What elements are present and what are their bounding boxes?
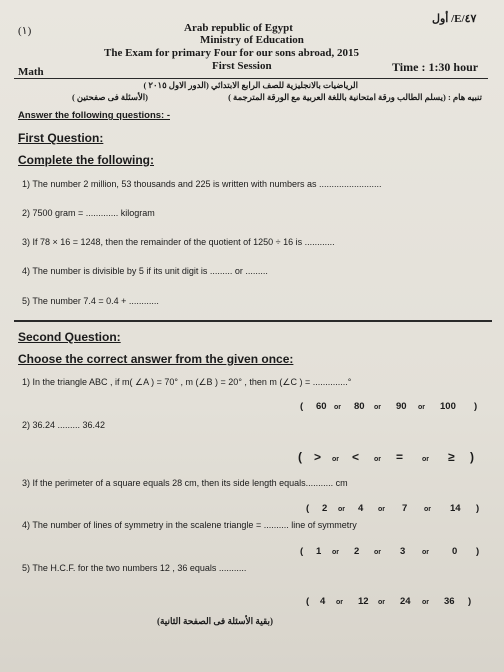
first-question-subtitle: Complete the following: [18, 153, 154, 167]
or-word: or [424, 506, 431, 513]
or-word: or [378, 599, 385, 606]
page-number: (١) [18, 25, 32, 37]
choice: 14 [450, 503, 461, 514]
or-word: or [374, 404, 381, 411]
q2-item-4: 4) The number of lines of symmetry in the scalene triangle = .......... line of symmetry [22, 520, 357, 530]
q2-item-1-choices [300, 401, 477, 412]
header-divider [14, 78, 488, 79]
q2-item-5: 5) The H.C.F. for the two numbers 12 , 36 equals ........... [22, 563, 247, 573]
arabic-title: الرياضيات بالانجليزية للصف الرابع الابتدائي (الدور الاول ٢٠١٥ ) [143, 80, 358, 90]
q2-item-2: 2) 36.24 ......... 36.42 [22, 420, 106, 430]
choice: 12 [358, 596, 369, 607]
footer-note: (بقية الأسئلة فى الصفحة الثانية) [156, 616, 274, 626]
choice: 24 [400, 596, 411, 607]
paren-close: ) [474, 401, 478, 412]
choice: 80 [354, 401, 365, 412]
choice: 7 [402, 503, 408, 514]
paren-close: ) [470, 450, 474, 464]
or-word: or [422, 549, 429, 556]
or-word: or [334, 404, 341, 411]
choice: > [314, 450, 322, 464]
paren-close: ) [468, 596, 472, 607]
or-word: or [332, 549, 339, 556]
paren-open: ( [306, 596, 310, 607]
first-question-title: First Question: [18, 131, 104, 145]
exam-code: ٤٧/E/ أول [432, 13, 477, 25]
choice: 4 [358, 503, 364, 514]
second-question-title: Second Question: [18, 330, 121, 344]
or-word: or [374, 549, 381, 556]
second-question-subtitle: Choose the correct answer from the given once: [18, 352, 294, 366]
country-name: Arab republic of Egypt [184, 22, 293, 34]
q2-item-3-choices [306, 503, 479, 514]
q1-item-3: 3) If 78 × 16 = 1248, then the remainder of the quotient of 1250 ÷ 16 is ............ [22, 237, 335, 247]
choice: = [396, 450, 404, 464]
q2-item-4-choices [300, 546, 479, 557]
q2-item-1: 1) In the triangle ABC , if m( ∠A ) = 70° , m (∠B ) = 20° , then m (∠C ) = ..............° [22, 377, 352, 387]
paren-close: ) [476, 546, 480, 557]
q1-item-5: 5) The number 7.4 = 0.4 + ............ [22, 296, 159, 306]
paren-open: ( [300, 401, 304, 412]
q1-item-1: 1) The number 2 million, 53 thousands and 225 is written with numbers as ......................... [22, 179, 382, 189]
or-word: or [422, 599, 429, 606]
choice: 100 [440, 401, 456, 412]
q2-item-3: 3) If the perimeter of a square equals 28 cm, then its side length equals........... cm [22, 478, 348, 488]
paren-open: ( [306, 503, 310, 514]
arabic-notice: تنبيه هام : (يسلم الطالب ورقة امتحانية باللغة العربية مع الورقة المترجمة ) [228, 92, 482, 102]
choice: 3 [400, 546, 406, 557]
q1-item-4: 4) The number is divisible by 5 if its unit digit is ......... or ......... [22, 266, 268, 276]
q2-item-2-choices [298, 450, 474, 464]
or-word: or [422, 456, 429, 463]
q1-item-2: 2) 7500 gram = ............. kilogram [22, 208, 155, 218]
instruction: Answer the following questions: - [18, 110, 170, 121]
arabic-pages-note: (الأسئلة فى صفحتين ) [71, 92, 148, 102]
ministry-name: Ministry of Education [200, 34, 304, 46]
choice: 4 [320, 596, 326, 607]
or-word: or [374, 456, 381, 463]
or-word: or [338, 506, 345, 513]
paren-close: ) [476, 503, 480, 514]
or-word: or [418, 404, 425, 411]
or-word: or [332, 456, 339, 463]
choice: 0 [452, 546, 458, 557]
paren-open: ( [298, 450, 302, 464]
choice: 60 [316, 401, 327, 412]
q2-item-5-choices [306, 596, 471, 607]
choice: 2 [354, 546, 360, 557]
choice: 2 [322, 503, 328, 514]
subject-label: Math [18, 66, 44, 78]
choice: 90 [396, 401, 407, 412]
exam-title: The Exam for primary Four for our sons abroad, 2015 [104, 47, 360, 59]
session-label: First Session [212, 60, 272, 72]
choice: 36 [444, 596, 455, 607]
exam-time: Time : 1:30 hour [392, 60, 479, 74]
choice: < [352, 450, 360, 464]
or-word: or [378, 506, 385, 513]
paren-open: ( [300, 546, 304, 557]
or-word: or [336, 599, 343, 606]
choice: 1 [316, 546, 322, 557]
choice: ≥ [448, 450, 455, 464]
section-divider [14, 320, 492, 322]
